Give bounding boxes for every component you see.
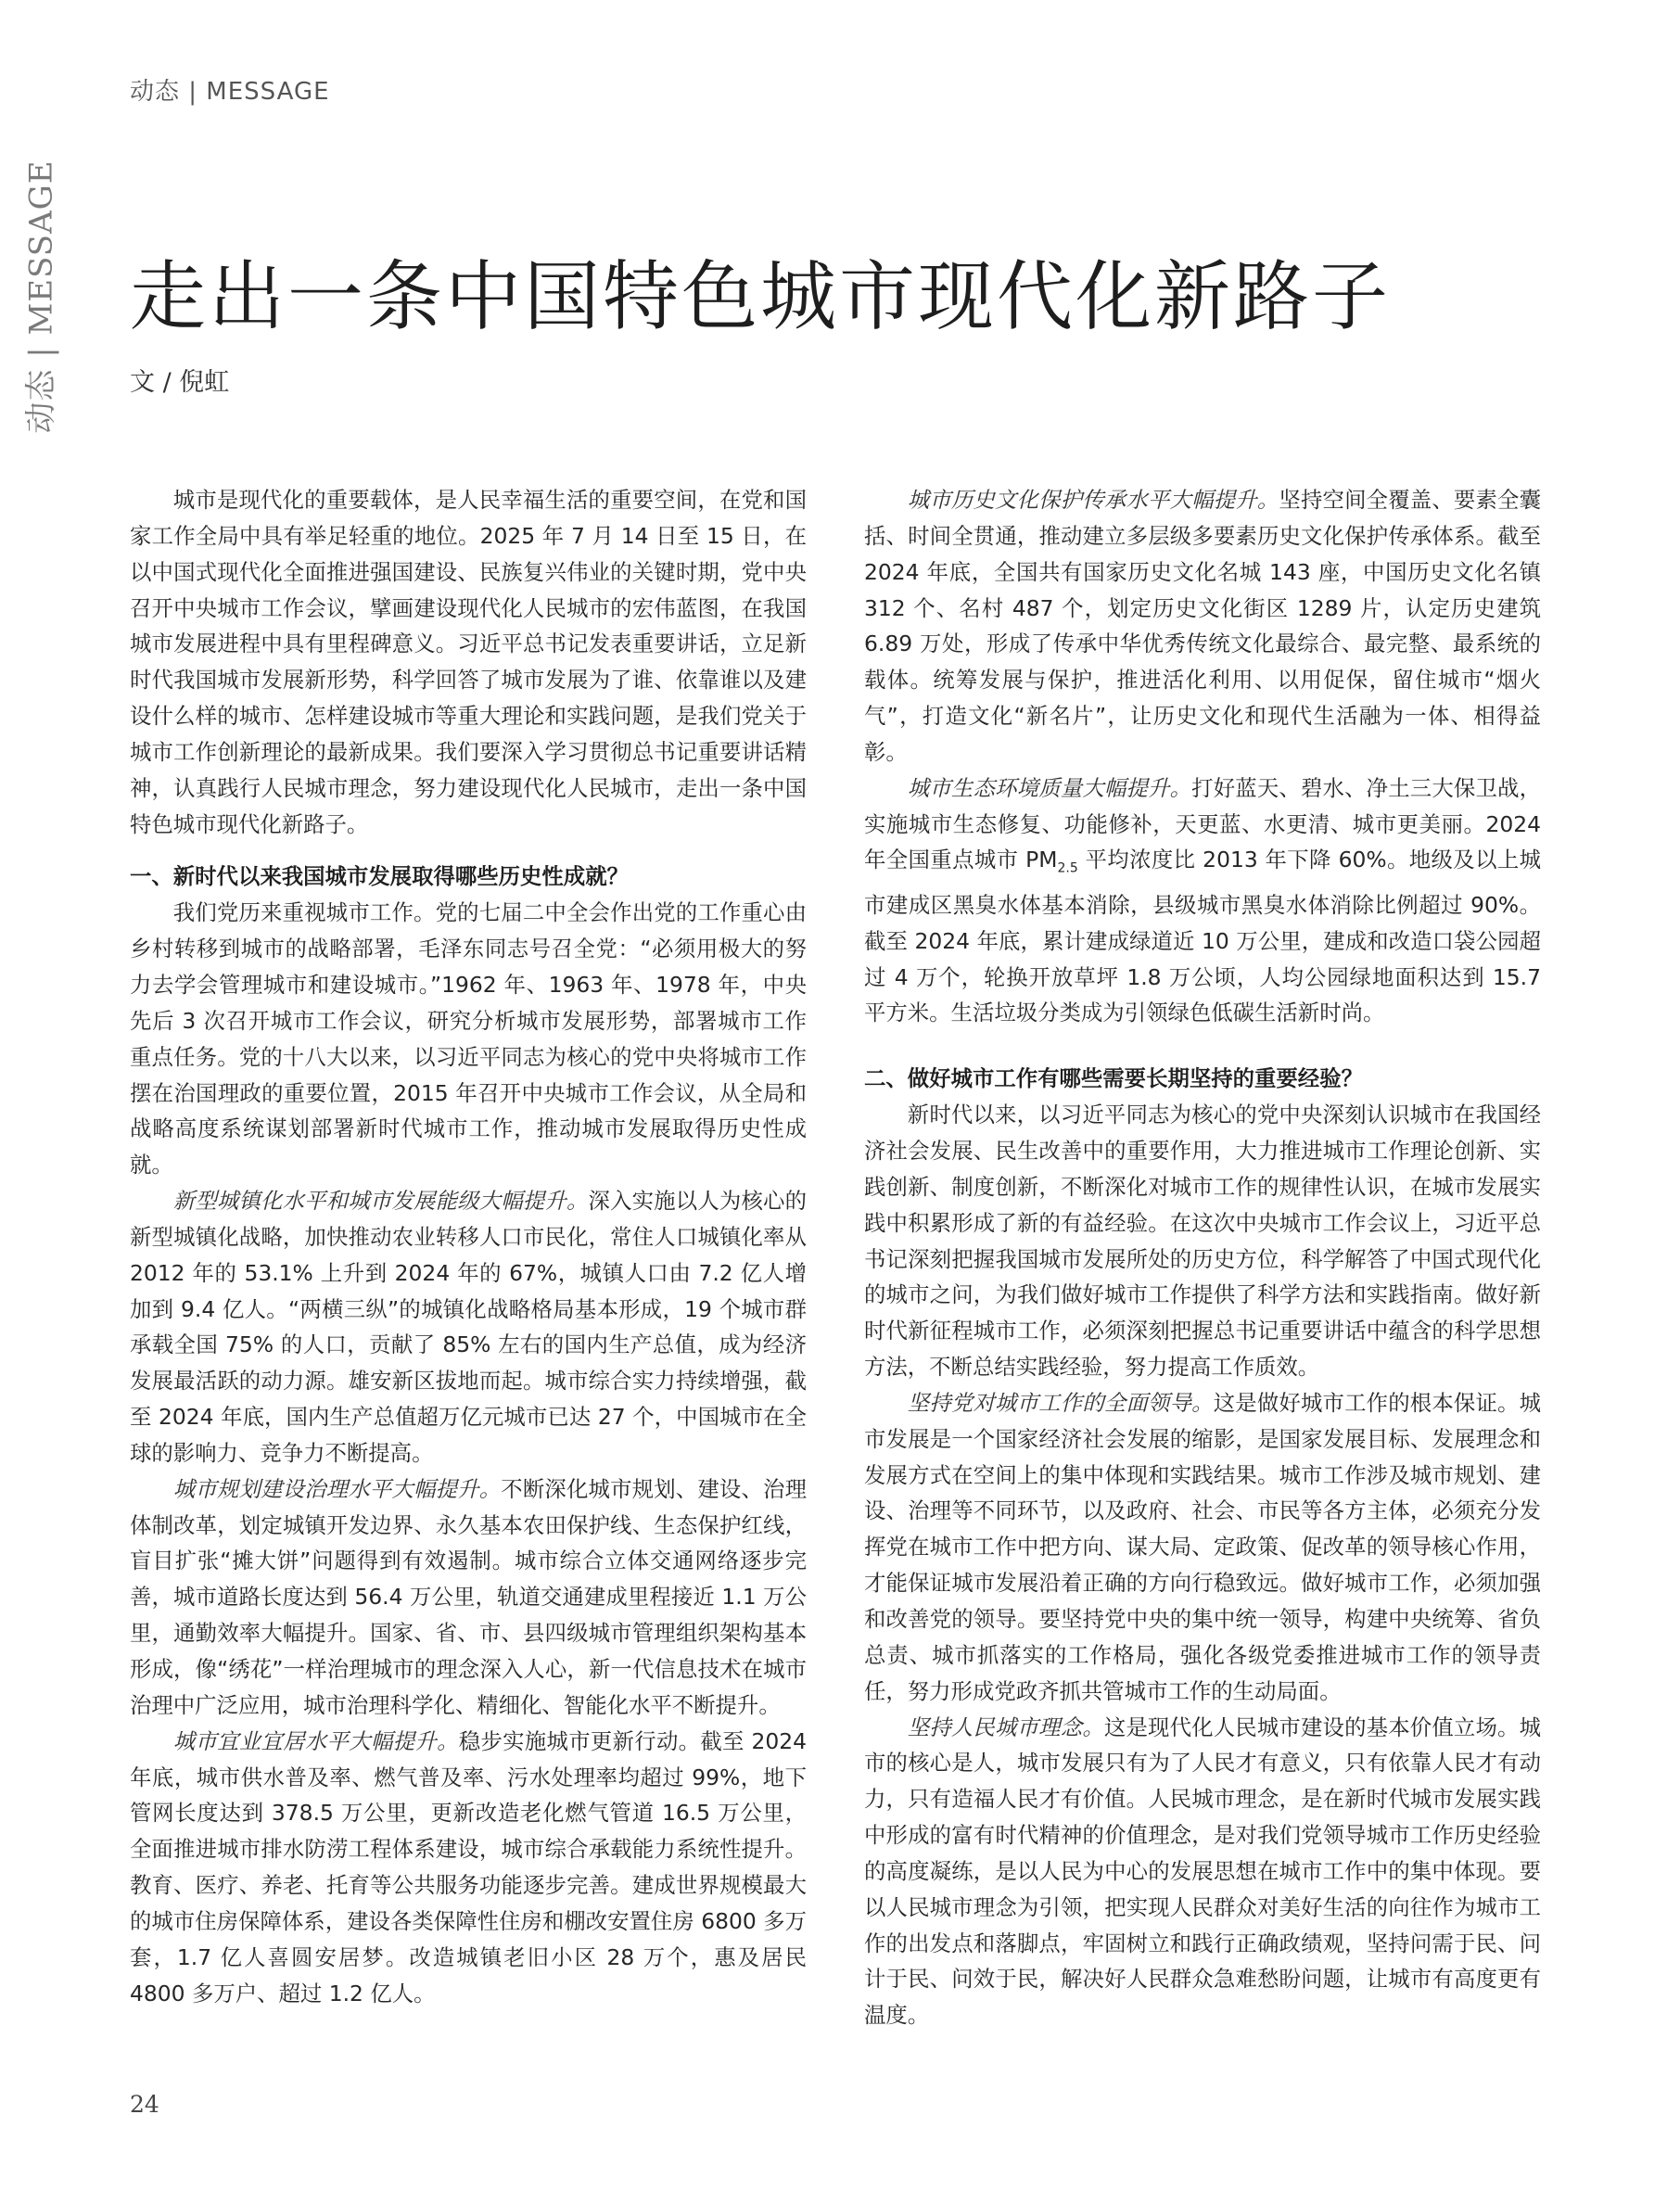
paragraph-body: 深入实施以人为核心的新型城镇化战略，加快推动农业转移人口市民化，常住人口城镇化率从 2012 年的 53.1% 上升到 2024 年的 67%，城镇人口由 7.2 亿人增加到 9.4 亿人。“两横三纵”的城镇化战略格局基本形成，19 个城市群承载全国 75% 的人口，贡献了 85% 左右的国内生产总值，成为经济发展最活跃的动力源。雄安新区拔地而起。城市综合实力持续增强，截至 2024 年底，国内生产总值超万亿元城市已达 27 个，中国城市在全球的影响力、竞争力不断提高。 — [130, 1188, 808, 1466]
paragraph: 新时代以来，以习近平同志为核心的党中央深刻认识城市在我国经济社会发展、民生改善中的重要作用，大力推进城市工作理论创新、实践创新、制度创新，不断深化对城市工作的规律性认识，在城市发展实践中积累形成了新的有益经验。在这次中央城市工作会议上，习近平总书记深刻把握我国城市发展所处的历史方位，科学解答了中国式现代化的城市之问，为我们做好城市工作提供了科学方法和实践指南。做好新时代新征程城市工作，必须深刻把握总书记重要讲话中蕴含的科学思想方法，不断总结实践经验，努力提高工作质效。 — [864, 1102, 1541, 1381]
paragraph-lead: 城市宜业宜居水平大幅提升。 — [172, 1727, 459, 1754]
paragraph-lead: 城市生态环境质量大幅提升。 — [907, 774, 1192, 801]
byline: 文 / 倪虹 — [130, 368, 230, 397]
paragraph — [130, 1471, 807, 1724]
paragraph-lead: 城市历史文化保护传承水平大幅提升。 — [907, 487, 1279, 513]
section-label: 动态 | MESSAGE — [130, 78, 330, 106]
paragraph-body: 稳步实施城市更新行动。截至 2024 年底，城市供水普及率、燃气普及率、污水处理率均超过 99%，地下管网长度达到 378.5 万公里，更新改造老化燃气管道 16.5 万公里，全面推进城市排水防涝工程体系建设，城市综合承载能力系统性提升。教育、医疗、养老、托育等公共服务功能逐步完善。建成世界规模最大的城市住房保障体系，建设各类保障性住房和棚改安置住房 6800 多万套，1.7 亿人喜圆安居梦。改造城镇老旧小区 28 万个，惠及居民 4800 多万户、超过 1.2 亿人。 — [130, 1727, 807, 2006]
page-number: 24 — [130, 2091, 159, 2118]
side-section-tab — [17, 159, 60, 434]
paragraph — [130, 1724, 807, 2012]
section-heading-2: 二、做好城市工作有哪些需要长期坚持的重要经验？ — [864, 1065, 1363, 1092]
paragraph-body: 不断深化城市规划、建设、治理体制改革，划定城镇开发边界、永久基本农田保护线、生态保护红线，盲目扩张“摊大饼”问题得到有效遏制。城市综合立体交通网络逐步完善，城市道路长度达到 56.4 万公里，轨道交通建成里程接近 1.1 万公里，通勤效率大幅提升。国家、省、市、县四级城市管理组织架构基本形成，像“绣花”一样治理城市的理念深入人心，新一代信息技术在城市治理中广泛应用，城市治理科学化、精细化、智能化水平不断提升。 — [130, 1475, 808, 1718]
paragraph — [864, 482, 1541, 771]
right-column — [864, 482, 1541, 2033]
paragraph-lead: 城市规划建设治理水平大幅提升。 — [172, 1475, 502, 1502]
article-title: 走出一条中国特色城市现代化新路子 — [130, 253, 1392, 341]
paragraph — [864, 1710, 1541, 2034]
intro-paragraph: 城市是现代化的重要载体，是人民幸福生活的重要空间，在党和国家工作全局中具有举足轻重的地位。2025 年 7 月 14 日至 15 日，在以中国式现代化全面推进强国建设、民族复兴伟业的关键时期，党中央召开中央城市工作会议，擘画建设现代化人民城市的宏伟蓝图，在我国城市发展进程中具有里程碑意义。习近平总书记发表重要讲话，立足新时代我国城市发展新形势，科学回答了城市发展为了谁、依靠谁以及建设什么样的城市、怎样建设城市等重大理论和实践问题，是我们党关于城市工作创新理论的最新成果。我们要深入学习贯彻总书记重要讲话精神，认真践行人民城市理念，努力建设现代化人民城市，走出一条中国特色城市现代化新路子。 — [130, 487, 807, 837]
paragraph: 我们党历来重视城市工作。党的七届二中全会作出党的工作重心由乡村转移到城市的战略部署，毛泽东同志号召全党：“必须用极大的努力去学会管理城市和建设城市。”1962 年、1963 年、1978 年，中央先后 3 次召开城市工作会议，研究分析城市发展形势，部署城市工作重点任务。党的十八大以来，以习近平同志为核心的党中央将城市工作摆在治国理政的重要位置，2015 年召开中央城市工作会议，从全局和战略高度系统谋划部署新时代城市工作，推动城市发展取得历史性成就。 — [130, 899, 807, 1178]
paragraph-body: 平均浓度比 2013 年下降 60%。地级及以上城市建成区黑臭水体基本消除，县级城市黑臭水体消除比例超过 90%。截至 2024 年底，累计建成绿道近 10 万公里，建成和改造口袋公园超过 4 万个，轮换开放草坪 1.8 万公顷，人均公园绿地面积达到 15.7 平方米。生活垃圾分类成为引领绿色低碳生活新时尚。 — [864, 847, 1541, 1026]
paragraph — [130, 1183, 807, 1471]
paragraph-lead: 新型城镇化水平和城市发展能级大幅提升。 — [172, 1188, 589, 1215]
side-section-label: 动态 | MESSAGE — [22, 159, 60, 434]
left-column — [130, 482, 807, 2011]
paragraph — [864, 1385, 1541, 1710]
pm25-subscript: 2.5 — [1057, 861, 1078, 877]
paragraph — [864, 771, 1541, 1032]
paragraph-body: 这是现代化人民城市建设的基本价值立场。城市的核心是人，城市发展只有为了人民才有意义，只有依靠人民才有动力，只有造福人民才有价值。人民城市理念，是在新时代城市发展实践中形成的富有时代精神的价值理念，是对我们党领导城市工作历史经验的高度凝练，是以人民为中心的发展思想在城市工作中的集中体现。要以人民城市理念为引领，把实现人民群众对美好生活的向往作为城市工作的出发点和落脚点，牢固树立和践行正确政绩观，坚持问需于民、问计于民、问效于民，解决好人民群众急难愁盼问题，让城市有高度更有温度。 — [864, 1713, 1542, 2029]
paragraph-lead: 坚持党对城市工作的全面领导。 — [907, 1389, 1214, 1416]
section-heading-1: 一、新时代以来我国城市发展取得哪些历史性成就？ — [130, 863, 629, 890]
paragraph-body: 这是做好城市工作的根本保证。城市发展是一个国家经济社会发展的缩影，是国家发展目标、发展理念和发展方式在空间上的集中体现和实践结果。城市工作涉及城市规划、建设、治理等不同环节，以及政府、社会、市民等各方主体，必须充分发挥党在城市工作中把方向、谋大局、定政策、促改革的领导核心作用，才能保证城市发展沿着正确的方向行稳致远。做好城市工作，必须加强和改善党的领导。要坚持党中央的集中统一领导，构建中央统筹、省负总责、城市抓落实的工作格局，强化各级党委推进城市工作的领导责任，努力形成党政齐抓共管城市工作的生动局面。 — [864, 1389, 1541, 1704]
paragraph-lead: 坚持人民城市理念。 — [907, 1713, 1104, 1740]
paragraph-body: 坚持空间全覆盖、要素全囊括、时间全贯通，推动建立多层级多要素历史文化保护传承体系。截至 2024 年底，全国共有国家历史文化名城 143 座，中国历史文化名镇 312 个、名村 487 个，划定历史文化街区 1289 片，认定历史建筑 6.89 万处，形成了传承中华优秀传统文化最综合、最完整、最系统的载体。统筹发展与保护，推进活化利用、以用促保，留住城市“烟火气”，打造文化“新名片”，让历史文化和现代生活融为一体、相得益彰。 — [864, 487, 1542, 765]
paragraph-body: 打好蓝天、碧水、净土三大保卫战，实施城市生态修复、功能修补，天更蓝、水更清、城市更美丽。2024 年全国重点城市 PM — [864, 774, 1542, 873]
